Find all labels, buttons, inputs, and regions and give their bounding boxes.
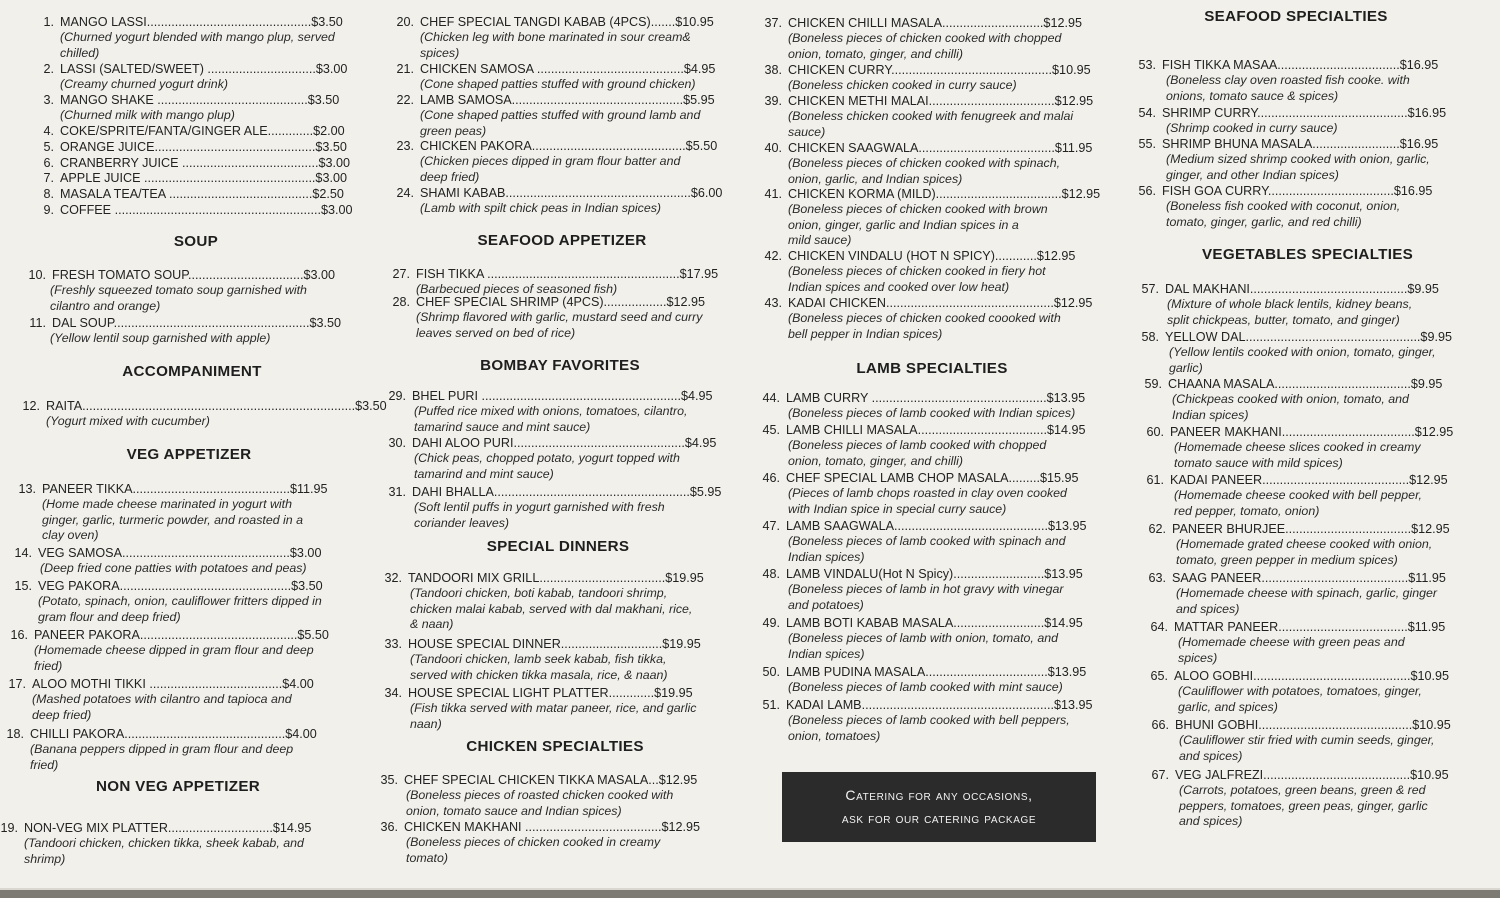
item-title: CHEF SPECIAL LAMB CHOP MASALA.........$15.95: [786, 471, 1079, 485]
item-title: CHAANA MASALA.......................................$9.95: [1168, 377, 1443, 391]
item-title: HOUSE SPECIAL LIGHT PLATTER.............$19.95: [408, 686, 693, 700]
item-number: 6.: [43, 156, 54, 170]
menu-item: [1133, 330, 1452, 376]
menu-item: [756, 141, 1092, 187]
item-number: 56.: [1138, 184, 1156, 198]
item-description: (Boneless pieces of chicken cooked with chopped onion, tomato, ginger, and chilli): [788, 31, 1062, 61]
item-description: (Tandoori chicken, boti kabab, tandoori shrimp, chicken malai kabab, served with dal makhani, rice, & naan): [410, 586, 693, 632]
item-title: KADAI LAMB.......................................................$13.95: [786, 698, 1093, 712]
menu-item: [20, 316, 341, 347]
item-title: FISH TIKKA .......................................................$17.95: [416, 267, 719, 281]
menu-item: [28, 156, 350, 171]
item-title: BHEL PURI .........................................................$4.95: [412, 389, 713, 403]
menu-item: [756, 187, 1100, 249]
menu-item: [376, 637, 701, 683]
item-number: 54.: [1138, 106, 1156, 120]
item-number: 8.: [43, 187, 54, 201]
item-title: LAMB PUDINA MASALA...................................$13.95: [786, 665, 1087, 679]
item-title: CHICKEN SAMOSA ..........................................$4.95: [420, 62, 716, 76]
item-number: 5.: [43, 140, 54, 154]
menu-item: [28, 93, 339, 124]
item-title: MANGO LASSI...............................................$3.50: [60, 15, 343, 29]
menu-item: [388, 139, 717, 185]
item-number: 50.: [762, 665, 780, 679]
item-number: 39.: [764, 94, 782, 108]
item-title: CHEF SPECIAL TANGDI KABAB (4PCS).......$10.95: [420, 15, 714, 29]
menu-item: [756, 296, 1092, 342]
menu-item: [28, 187, 344, 202]
menu-item: [372, 820, 700, 866]
menu-item: [1143, 768, 1449, 830]
item-number: 9.: [43, 203, 54, 217]
item-number: 3.: [43, 93, 54, 107]
menu-item: [28, 15, 343, 61]
item-number: 1.: [43, 15, 54, 29]
menu-item: [754, 567, 1083, 613]
item-description: (Cone shaped patties stuffed with ground lamb and green peas): [420, 108, 701, 138]
item-number: 27.: [392, 267, 410, 281]
menu-item: [384, 295, 705, 341]
item-number: 35.: [380, 773, 398, 787]
item-description: (Boneless pieces of lamb cooked with Indian spices): [788, 406, 1076, 420]
menu-item: [376, 686, 696, 732]
item-number: 45.: [762, 423, 780, 437]
menu-item: [754, 665, 1086, 696]
item-title: COKE/SPRITE/FANTA/GINGER ALE.............$2.00: [60, 124, 345, 138]
item-description: (Medium sized shrimp cooked with onion, garlic, ginger, and other Indian spices): [1166, 152, 1430, 182]
item-number: 16.: [10, 628, 28, 642]
item-number: 55.: [1138, 137, 1156, 151]
item-title: CHICKEN CHILLI MASALA.............................$12.95: [788, 16, 1082, 30]
menu-item: [754, 471, 1079, 517]
item-description: (Chickpeas cooked with onion, tomato, and Indian spices): [1172, 392, 1409, 422]
menu-item: [6, 546, 321, 577]
menu-item: [372, 773, 697, 819]
menu-item: [1143, 718, 1451, 764]
item-number: 63.: [1148, 571, 1166, 585]
item-description: (Homemade cheese with green peas and spices): [1178, 635, 1405, 665]
item-title: SHRIMP BHUNA MASALA.........................$16.95: [1162, 137, 1439, 151]
item-description: (Chicken leg with bone marinated in sour cream& spices): [420, 30, 691, 60]
item-description: (Deep fried cone patties with potatoes and peas): [40, 561, 307, 575]
item-title: MASALA TEA/TEA .........................................$2.50: [60, 187, 344, 201]
item-title: LAMB SAAGWALA............................................$13.95: [786, 519, 1087, 533]
item-number: 67.: [1151, 768, 1169, 782]
menu-item: [1142, 669, 1449, 715]
item-title: CHILLI PAKORA..............................................$4.00: [30, 727, 317, 741]
item-number: 10.: [28, 268, 46, 282]
section-heading-accompaniment: ACCOMPANIMENT: [122, 363, 262, 380]
menu-item: [380, 485, 721, 531]
menu-item: [1136, 377, 1442, 423]
menu-item: [388, 15, 714, 61]
item-title: MATTAR PANEER.....................................$11.95: [1174, 620, 1446, 634]
item-description: (Homemade grated cheese cooked with onion, tomato, green pepper in medium spices): [1176, 537, 1433, 567]
menu-item: [1142, 620, 1445, 666]
menu-item: [756, 94, 1093, 140]
item-title: FISH GOA CURRY....................................$16.95: [1162, 184, 1433, 198]
item-title: KADAI CHICKEN................................................$12.95: [788, 296, 1093, 310]
item-number: 34.: [384, 686, 402, 700]
item-number: 38.: [764, 63, 782, 77]
item-description: (Freshly squeezed tomato soup garnished with cilantro and orange): [50, 283, 307, 313]
item-title: DAL SOUP........................................................$3.50: [52, 316, 342, 330]
menu-item: [14, 399, 387, 430]
item-description: (Boneless pieces of lamb cooked with spinach and Indian spices): [788, 534, 1066, 564]
item-number: 47.: [762, 519, 780, 533]
menu-item: [756, 63, 1091, 94]
item-title: CHICKEN CURRY..............................................$10.95: [788, 63, 1091, 77]
menu-item: [20, 268, 335, 314]
item-number: 66.: [1151, 718, 1169, 732]
item-description: (Tandoori chicken, lamb seek kabab, fish tikka, served with chicken tikka masala, rice, & naan): [410, 652, 668, 682]
section-heading-vegetables-specialties: VEGETABLES SPECIALTIES: [1202, 246, 1414, 263]
item-number: 31.: [388, 485, 406, 499]
section-heading-special-dinners: SPECIAL DINNERS: [486, 538, 630, 555]
section-heading-bombay-favorites: BOMBAY FAVORITES: [480, 357, 640, 374]
section-heading-chicken-specialties: CHICKEN SPECIALTIES: [466, 738, 644, 755]
item-description: (Chicken pieces dipped in gram flour batter and deep fried): [420, 154, 681, 184]
item-title: LAMB CHILLI MASALA.....................................$14.95: [786, 423, 1086, 437]
menu-item: [28, 62, 347, 93]
item-title: CRANBERRY JUICE .......................................$3.00: [60, 156, 350, 170]
item-title: CHICKEN MAKHANI .......................................$12.95: [404, 820, 701, 834]
menu-item: [380, 389, 712, 435]
item-title: ALOO MOTHI TIKKI ......................................$4.00: [32, 677, 314, 691]
item-number: 11.: [29, 316, 46, 330]
item-description: (Shrimp flavored with garlic, mustard seed and curry leaves served on bed of rice): [416, 310, 703, 340]
catering-line: ask for our catering package: [841, 810, 1037, 826]
menu-item: [28, 140, 347, 155]
item-title: ALOO GOBHI.............................................$10.95: [1174, 669, 1450, 683]
item-title: SAAG PANEER..........................................$11.95: [1172, 571, 1446, 585]
item-description: (Tandoori chicken, chicken tikka, sheek kabab, and shrimp): [24, 836, 304, 866]
menu-item: [28, 203, 353, 218]
item-number: 48.: [762, 567, 780, 581]
item-title: PANEER TIKKA.............................................$11.95: [42, 482, 328, 496]
item-description: (Boneless pieces of roasted chicken cooked with onion, tomato sauce and Indian spices): [406, 788, 674, 818]
item-number: 41.: [764, 187, 782, 201]
item-description: (Boneless pieces of lamb cooked with mint sauce): [788, 680, 1063, 694]
item-description: (Boneless chicken cooked with fenugreek and malai sauce): [788, 109, 1074, 139]
item-title: CHICKEN PAKORA............................................$5.50: [420, 139, 718, 153]
item-number: 42.: [764, 249, 782, 263]
item-description: (Shrimp cooked in curry sauce): [1166, 121, 1338, 135]
item-title: CHICKEN VINDALU (HOT N SPICY)............$12.95: [788, 249, 1076, 263]
item-number: 61.: [1146, 473, 1164, 487]
item-number: 17.: [8, 677, 26, 691]
item-number: 43.: [764, 296, 782, 310]
item-number: 15.: [14, 579, 32, 593]
menu-item: [1130, 58, 1438, 104]
menu-item: [754, 616, 1083, 662]
item-number: 23.: [396, 139, 414, 153]
item-description: (Barbecued pieces of seasoned fish): [416, 282, 618, 296]
menu-item: [754, 698, 1093, 744]
item-title: MANGO SHAKE ...........................................$3.50: [60, 93, 340, 107]
item-title: VEG SAMOSA................................................$3.00: [38, 546, 322, 560]
item-title: LASSI (SALTED/SWEET) ...............................$3.00: [60, 62, 348, 76]
item-number: 2.: [43, 62, 54, 76]
item-title: DAHI ALOO PURI.................................................$4.95: [412, 436, 717, 450]
menu-item: [6, 579, 323, 625]
item-description: (Boneless clay oven roasted fish cooke. with onions, tomato sauce & spices): [1166, 73, 1410, 103]
menu-item: [754, 423, 1086, 469]
menu-item: [0, 727, 317, 773]
item-description: (Churned milk with mango plup): [60, 108, 235, 122]
item-number: 64.: [1150, 620, 1168, 634]
item-number: 60.: [1146, 425, 1164, 439]
menu-item: [1140, 571, 1446, 617]
menu-item: [380, 436, 716, 482]
item-number: 14.: [14, 546, 32, 560]
item-number: 19.: [0, 821, 18, 835]
menu-item: [1130, 106, 1446, 137]
item-description: (Cauliflower stir fried with cumin seeds, ginger, and spices): [1179, 733, 1435, 763]
item-number: 53.: [1138, 58, 1156, 72]
item-number: 12.: [22, 399, 40, 413]
item-number: 21.: [396, 62, 414, 76]
item-number: 46.: [762, 471, 780, 485]
item-number: 20.: [396, 15, 414, 29]
item-title: DAHI BHALLA........................................................$5.95: [412, 485, 722, 499]
item-description: (Carrots, potatoes, green beans, green & red peppers, tomatoes, green peas, ginger, garlic and spices): [1179, 783, 1428, 829]
item-title: YELLOW DAL..................................................$9.95: [1165, 330, 1452, 344]
item-number: 51.: [762, 698, 780, 712]
item-number: 33.: [384, 637, 402, 651]
menu-item: [1138, 425, 1453, 471]
item-number: 57.: [1141, 282, 1159, 296]
menu-item: [384, 267, 718, 298]
item-number: 4.: [43, 124, 54, 138]
item-number: 44.: [762, 391, 780, 405]
item-number: 37.: [764, 16, 782, 30]
section-heading-seafood-appetizer: SEAFOOD APPETIZER: [477, 232, 647, 249]
section-heading-seafood-specialties: SEAFOOD SPECIALTIES: [1204, 8, 1388, 25]
item-description: (Boneless pieces of chicken cooked with spinach, onion, garlic, and Indian spices): [788, 156, 1061, 186]
item-description: (Homemade cheese slices cooked in creamy tomato sauce with mild spices): [1174, 440, 1421, 470]
item-title: ORANGE JUICE..............................................$3.50: [60, 140, 347, 154]
item-description: (Boneless pieces of lamb with onion, tomato, and Indian spices): [788, 631, 1058, 661]
menu-item: [1140, 522, 1450, 568]
item-title: CHEF SPECIAL SHRIMP (4PCS)..................$12.95: [416, 295, 706, 309]
item-number: 59.: [1144, 377, 1162, 391]
item-number: 30.: [388, 436, 406, 450]
menu-item: [376, 571, 704, 633]
menu-item: [2, 628, 329, 674]
item-title: VEG PAKORA.................................................$3.50: [38, 579, 323, 593]
item-title: PANEER MAKHANI......................................$12.95: [1170, 425, 1454, 439]
item-number: 49.: [762, 616, 780, 630]
item-description: (Homemade cheese dipped in gram flour and deep fried): [34, 643, 314, 673]
item-title: SHRIMP CURRY...........................................$16.95: [1162, 106, 1447, 120]
item-title: COFFEE ...........................................................$3.00: [60, 203, 353, 217]
item-description: (Puffed rice mixed with onions, tomatoes, cilantro, tamarind sauce and mint sauce): [414, 404, 688, 434]
item-number: 24.: [396, 186, 414, 200]
item-description: (Mashed potatoes with cilantro and tapioca and deep fried): [32, 692, 292, 722]
item-number: 62.: [1148, 522, 1166, 536]
item-description: (Yellow lentils cooked with onion, tomato, ginger, garlic): [1169, 345, 1436, 375]
menu-item: [388, 186, 722, 217]
menu-item: [0, 821, 311, 867]
item-description: (Homemade cheese cooked with bell pepper, red pepper, tomato, onion): [1174, 488, 1422, 518]
item-description: (Yellow lentil soup garnished with apple): [50, 331, 271, 345]
item-description: (Fish tikka served with matar paneer, rice, and garlic naan): [410, 701, 697, 731]
item-title: RAITA..............................................................................$3.50: [46, 399, 387, 413]
catering-line: Catering for any occasions,: [845, 787, 1033, 803]
item-number: 36.: [380, 820, 398, 834]
item-title: APPLE JUICE .................................................$3.00: [60, 171, 347, 185]
menu-item: [756, 249, 1075, 295]
item-description: (Boneless pieces of chicken cooked in fiery hot Indian spices and cooked over low heat): [788, 264, 1046, 294]
menu-item: [388, 62, 715, 93]
section-heading-soup: SOUP: [173, 233, 219, 250]
item-description: (Yogurt mixed with cucumber): [46, 414, 210, 428]
item-title: LAMB BOTI KABAB MASALA..........................$14.95: [786, 616, 1083, 630]
item-title: SHAMI KABAB.....................................................$6.00: [420, 186, 723, 200]
item-description: (Churned yogurt blended with mango plup, served chilled): [60, 30, 335, 60]
item-number: 65.: [1150, 669, 1168, 683]
item-description: (Chick peas, chopped potato, yogurt topped with tamarind and mint sauce): [414, 451, 680, 481]
item-description: (Homemade cheese with spinach, garlic, ginger and spices): [1176, 586, 1438, 616]
item-title: LAMB VINDALU(Hot N Spicy)..........................$13.95: [786, 567, 1083, 581]
item-description: (Boneless pieces of lamb cooked with chopped onion, tomato, ginger, and chilli): [788, 438, 1047, 468]
section-heading-non-veg-appetizer: NON VEG APPETIZER: [95, 778, 261, 795]
item-title: CHICKEN SAAGWALA.......................................$11.95: [788, 141, 1093, 155]
menu-item: [28, 124, 345, 139]
item-title: PANEER PAKORA.............................................$5.50: [34, 628, 329, 642]
item-title: BHUNI GOBHI............................................$10.95: [1175, 718, 1451, 732]
item-title: NON-VEG MIX PLATTER..............................$14.95: [24, 821, 312, 835]
item-description: (Banana peppers dipped in gram flour and deep fried): [30, 742, 294, 772]
item-title: HOUSE SPECIAL DINNER.............................$19.95: [408, 637, 701, 651]
item-number: 40.: [764, 141, 782, 155]
item-title: VEG JALFREZI..........................................$10.95: [1175, 768, 1449, 782]
menu-item: [10, 482, 328, 544]
item-description: (Cone shaped patties stuffed with ground chicken): [420, 77, 696, 91]
item-description: (Cauliflower with potatoes, tomatoes, ginger, garlic, and spices): [1178, 684, 1422, 714]
item-title: FISH TIKKA MASAA...................................$16.95: [1162, 58, 1439, 72]
item-description: (Boneless fish cooked with coconut, onion, tomato, ginger, garlic, and red chilli): [1166, 199, 1401, 229]
section-heading-lamb-specialties: LAMB SPECIALTIES: [856, 360, 1008, 377]
item-title: PANEER BHURJEE....................................$12.95: [1172, 522, 1450, 536]
item-description: (Boneless pieces of lamb in hot gravy with vinegar and potatoes): [788, 582, 1064, 612]
item-description: (Potato, spinach, onion, cauliflower fritters dipped in gram flour and deep fried): [38, 594, 322, 624]
item-title: LAMB SAMOSA.................................................$5.95: [420, 93, 715, 107]
item-title: CHEF SPECIAL CHICKEN TIKKA MASALA...$12.95: [404, 773, 698, 787]
item-number: 32.: [384, 571, 402, 585]
item-number: 13.: [18, 482, 36, 496]
item-title: FRESH TOMATO SOUP.................................$3.00: [52, 268, 335, 282]
menu-item: [388, 93, 715, 139]
item-number: 58.: [1141, 330, 1159, 344]
item-title: LAMB CURRY ..................................................$13.95: [786, 391, 1086, 405]
item-title: CHICKEN KORMA (MILD)....................................$12.95: [788, 187, 1101, 201]
item-description: (Boneless chicken cooked in curry sauce): [788, 78, 1017, 92]
menu-item: [1138, 473, 1448, 519]
catering-banner: [782, 772, 1096, 842]
item-number: 7.: [43, 171, 54, 185]
menu-item: [0, 677, 314, 723]
item-title: KADAI PANEER..........................................$12.95: [1170, 473, 1448, 487]
menu-item: [1130, 184, 1432, 230]
item-number: 29.: [388, 389, 406, 403]
menu-item: [756, 16, 1082, 62]
item-title: DAL MAKHANI.............................................$9.95: [1165, 282, 1439, 296]
section-heading-veg-appetizer: VEG APPETIZER: [126, 446, 252, 463]
item-description: (Soft lentil puffs in yogurt garnished with fresh coriander leaves): [414, 500, 665, 530]
item-description: (Pieces of lamb chops roasted in clay oven cooked with Indian spice in special curry sauce): [788, 486, 1067, 516]
menu-item: [1130, 137, 1438, 183]
item-title: TANDOORI MIX GRILL....................................$19.95: [408, 571, 704, 585]
item-number: 28.: [392, 295, 410, 309]
item-number: 22.: [396, 93, 414, 107]
menu-item: [1133, 282, 1439, 328]
item-description: (Creamy churned yogurt drink): [60, 77, 229, 91]
item-description: (Boneless pieces of chicken cooked in creamy tomato): [406, 835, 661, 865]
item-description: (Boneless pieces of lamb cooked with bell peppers, onion, tomatoes): [788, 713, 1070, 743]
menu-item: [754, 391, 1085, 422]
menu-item: [28, 171, 347, 186]
item-title: CHICKEN METHI MALAI....................................$12.95: [788, 94, 1094, 108]
item-description: (Mixture of whole black lentils, kidney beans, split chickpeas, butter, tomato, and ginger): [1167, 297, 1413, 327]
item-description: (Boneless pieces of chicken cooked with brown onion, ginger, garlic and Indian spices in a mild sauce): [788, 202, 1048, 248]
item-description: (Boneless pieces of chicken cooked coooked with bell pepper in Indian spices): [788, 311, 1061, 341]
item-number: 18.: [6, 727, 24, 741]
item-description: (Home made cheese marinated in yogurt with ginger, garlic, turmeric powder, and roasted in a clay oven): [42, 497, 304, 543]
item-description: (Lamb with spilt chick peas in Indian spices): [420, 201, 662, 215]
menu-item: [754, 519, 1087, 565]
